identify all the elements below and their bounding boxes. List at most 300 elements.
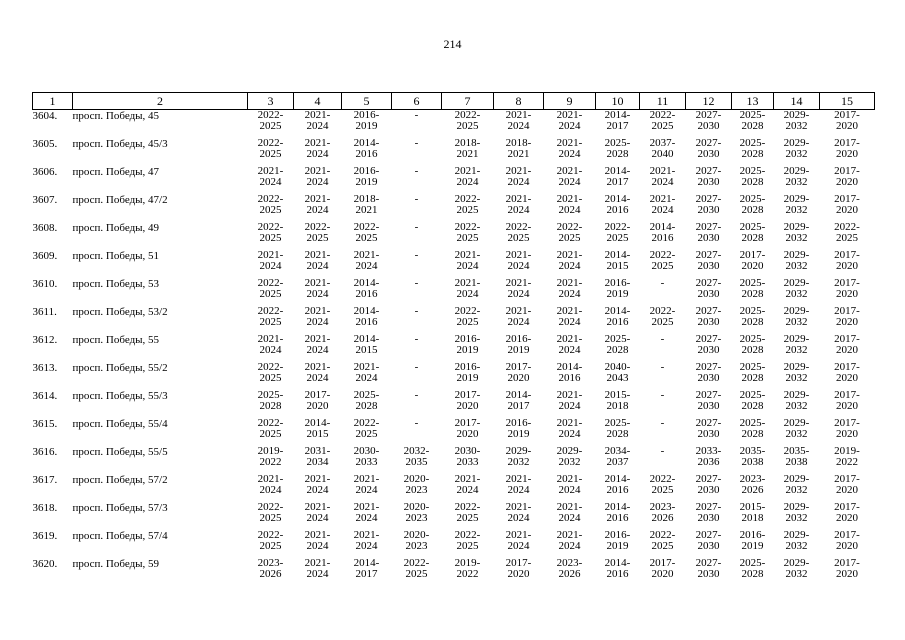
period-end: 2028 (741, 176, 764, 188)
period-end: 2024 (306, 484, 329, 496)
period-cell (294, 474, 342, 502)
period-cell (442, 418, 494, 446)
column-header: 14 (774, 93, 820, 110)
period-end: 2020 (507, 372, 530, 384)
period-cell (248, 166, 294, 194)
period-start: 2022- (505, 221, 532, 233)
period-cell (686, 530, 732, 558)
period-end: 2024 (306, 512, 329, 524)
period-end: 2019 (606, 288, 629, 300)
table-row (33, 362, 875, 390)
period-start: 2029- (556, 445, 583, 457)
period-cell (686, 418, 732, 446)
period-end: 2032 (785, 540, 808, 552)
period-end: 2019 (507, 344, 530, 356)
period-cell (686, 474, 732, 502)
period-start: - (660, 389, 665, 401)
period-end: 2032 (785, 484, 808, 496)
period-start: - (414, 193, 419, 205)
period-cell (342, 474, 392, 502)
period-end: 2020 (836, 316, 858, 328)
period-end: 2025 (558, 232, 581, 244)
period-cell (294, 166, 342, 194)
period-end: 2032 (785, 512, 808, 524)
period-start: 2021- (304, 305, 331, 317)
period-start: 2017- (834, 417, 860, 429)
period-start: 2022- (556, 221, 583, 233)
period-end: 2025 (651, 120, 674, 132)
period-cell (392, 474, 442, 502)
period-start: 2029- (783, 221, 810, 233)
period-cell (342, 334, 392, 362)
period-end: 2030 (697, 428, 720, 440)
row-number: 3606. (32, 166, 58, 178)
period-start: 2021- (556, 193, 583, 205)
period-cell (732, 138, 774, 166)
period-end: 2015 (306, 428, 329, 440)
column-header: 9 (544, 93, 596, 110)
period-start: 2017- (505, 557, 532, 569)
period-end: 2028 (741, 344, 764, 356)
period-cell (294, 390, 342, 418)
row-address: просп. Победы, 45/3 (72, 138, 168, 150)
period-start: 2021- (304, 277, 331, 289)
period-cell (342, 502, 392, 530)
period-start: 2022- (649, 473, 676, 485)
period-cell (392, 166, 442, 194)
period-start: 2016- (505, 333, 532, 345)
period-start: 2025- (739, 389, 766, 401)
period-start: 2018- (505, 137, 532, 149)
period-start: - (414, 249, 419, 261)
period-cell (640, 194, 686, 222)
period-cell (494, 222, 544, 250)
period-start: 2020- (403, 529, 430, 541)
period-cell (544, 222, 596, 250)
column-header: 6 (392, 93, 442, 110)
period-cell (640, 222, 686, 250)
period-end: 2025 (651, 484, 674, 496)
period-start: 2025- (739, 305, 766, 317)
column-header: 1 (33, 93, 73, 110)
period-cell (392, 446, 442, 474)
period-start: 2033- (695, 445, 722, 457)
period-end: 2015 (606, 260, 629, 272)
period-cell (774, 446, 820, 474)
period-cell (774, 558, 820, 586)
period-start: 2025- (739, 165, 766, 177)
period-start: 2022- (257, 501, 284, 513)
period-start: 2022- (604, 221, 631, 233)
period-start: 2017- (649, 557, 676, 569)
period-end: 2025 (259, 512, 282, 524)
period-end: 2024 (507, 484, 530, 496)
period-cell (494, 138, 544, 166)
period-start: 2021- (257, 333, 284, 345)
period-cell (248, 530, 294, 558)
period-start: - (660, 445, 665, 457)
period-cell (442, 558, 494, 586)
period-end: 2025 (606, 232, 629, 244)
period-cell (640, 474, 686, 502)
period-start: 2021- (556, 137, 583, 149)
period-start: 2027- (695, 557, 722, 569)
period-start: 2021- (556, 501, 583, 513)
row-number: 3615. (32, 418, 58, 430)
period-start: 2021- (556, 305, 583, 317)
column-header: 13 (732, 93, 774, 110)
row-number: 3611. (32, 306, 57, 318)
period-cell (774, 110, 820, 139)
period-start: 2017- (505, 361, 532, 373)
period-start: - (414, 221, 419, 233)
period-cell (342, 530, 392, 558)
period-start: 2029- (783, 193, 810, 205)
period-end: 2020 (836, 400, 858, 412)
period-start: 2022- (649, 249, 676, 261)
period-cell (820, 390, 875, 418)
period-start: 2021- (556, 277, 583, 289)
period-start: 2021- (556, 165, 583, 177)
period-end: 2034 (306, 456, 329, 468)
period-cell (820, 502, 875, 530)
period-cell (686, 222, 732, 250)
period-cell (732, 222, 774, 250)
period-end: 2016 (606, 204, 629, 216)
period-cell (248, 334, 294, 362)
row-address: просп. Победы, 45 (72, 110, 160, 122)
period-start: 2022- (257, 277, 284, 289)
period-end: 2025 (306, 232, 329, 244)
period-end: 2024 (355, 260, 378, 272)
period-start: 2022- (353, 221, 380, 233)
period-start: 2021- (505, 165, 532, 177)
period-start: 2021- (505, 529, 532, 541)
period-end: 2035 (405, 456, 428, 468)
period-end: 2019 (355, 120, 378, 132)
period-end: 2024 (651, 176, 674, 188)
period-start: 2015- (604, 389, 631, 401)
period-start: 2022- (649, 305, 676, 317)
period-start: 2040- (604, 361, 631, 373)
period-cell (686, 558, 732, 586)
period-end: 2020 (651, 568, 674, 580)
period-start: 2027- (695, 333, 722, 345)
period-cell (392, 250, 442, 278)
period-end: 2024 (558, 120, 581, 132)
period-start: 2029- (783, 277, 810, 289)
table-body (33, 110, 875, 587)
table-row (33, 474, 875, 502)
period-end: 2030 (697, 260, 720, 272)
period-start: 2021- (649, 165, 676, 177)
period-start: 2021- (454, 277, 481, 289)
period-cell (248, 306, 294, 334)
table-row (33, 194, 875, 222)
period-start: 2021- (505, 193, 532, 205)
period-start: 2017- (834, 109, 860, 121)
period-end: 2020 (456, 428, 479, 440)
period-start: 2016- (353, 165, 380, 177)
period-start: 2015- (739, 501, 766, 513)
row-address: просп. Победы, 55 (72, 334, 160, 346)
period-cell (494, 250, 544, 278)
period-end: 2026 (259, 568, 282, 580)
period-cell (686, 194, 732, 222)
period-cell (294, 222, 342, 250)
period-start: 2025- (604, 137, 631, 149)
period-end: 2017 (606, 176, 629, 188)
period-start: 2025- (739, 193, 766, 205)
period-end: 2032 (785, 120, 808, 132)
period-cell (544, 334, 596, 362)
period-cell (774, 250, 820, 278)
period-start: 2021- (556, 333, 583, 345)
period-end: 2018 (606, 400, 629, 412)
period-start: 2014- (353, 277, 380, 289)
period-end: 2024 (558, 540, 581, 552)
period-end: 2025 (456, 512, 479, 524)
period-cell (392, 110, 442, 139)
period-start: 2021- (353, 361, 380, 373)
period-cell (732, 558, 774, 586)
period-cell (686, 362, 732, 390)
period-cell (596, 418, 640, 446)
period-end: 2024 (456, 176, 479, 188)
column-header: 7 (442, 93, 494, 110)
period-cell (392, 334, 442, 362)
period-cell (342, 222, 392, 250)
row-address: просп. Победы, 49 (72, 222, 160, 234)
period-cell (392, 222, 442, 250)
period-start: 2017- (834, 529, 860, 541)
period-start: 2021- (505, 277, 532, 289)
period-start: 2025- (604, 333, 631, 345)
row-address: просп. Победы, 57/4 (72, 530, 168, 542)
period-end: 2025 (651, 540, 674, 552)
period-end: 2015 (355, 344, 378, 356)
period-cell (544, 362, 596, 390)
period-cell (294, 362, 342, 390)
period-end: 2024 (651, 204, 674, 216)
period-cell (544, 278, 596, 306)
period-end: 2017 (355, 568, 378, 580)
row-address: просп. Победы, 55/3 (72, 390, 168, 402)
period-end: 2032 (785, 372, 808, 384)
period-start: 2021- (304, 473, 331, 485)
period-start: 2022- (257, 361, 284, 373)
repair-schedule-table (32, 92, 875, 586)
period-cell (732, 446, 774, 474)
period-end: 2024 (558, 148, 581, 160)
period-cell (686, 502, 732, 530)
period-cell (494, 502, 544, 530)
period-start: 2027- (695, 417, 722, 429)
period-end: 2030 (697, 204, 720, 216)
period-start: 2022- (257, 137, 284, 149)
period-start: 2021- (454, 165, 481, 177)
period-cell (544, 446, 596, 474)
period-cell (494, 390, 544, 418)
period-end: 2024 (507, 260, 530, 272)
period-cell (640, 110, 686, 139)
period-end: 2020 (836, 512, 858, 524)
period-cell (442, 390, 494, 418)
period-end: 2020 (836, 120, 858, 132)
period-cell (294, 530, 342, 558)
period-end: 2028 (741, 288, 764, 300)
period-cell (732, 362, 774, 390)
period-start: 2021- (454, 473, 481, 485)
period-start: 2027- (695, 249, 722, 261)
period-start: 2022- (454, 193, 481, 205)
period-cell (820, 110, 875, 139)
period-cell (640, 558, 686, 586)
period-end: 2024 (507, 204, 530, 216)
row-number: 3616. (32, 446, 58, 458)
period-end: 2024 (355, 512, 378, 524)
period-start: - (660, 333, 665, 345)
period-end: 2030 (697, 484, 720, 496)
period-cell (442, 334, 494, 362)
period-end: 2025 (836, 232, 858, 244)
period-end: 2030 (697, 176, 720, 188)
period-start: 2022- (454, 305, 481, 317)
period-end: 2033 (456, 456, 479, 468)
period-end: 2019 (606, 540, 629, 552)
period-start: 2021- (353, 249, 380, 261)
period-start: 2017- (834, 501, 860, 513)
period-cell (820, 558, 875, 586)
period-cell (248, 362, 294, 390)
period-cell (596, 166, 640, 194)
period-start: 2021- (257, 249, 284, 261)
table-row (33, 334, 875, 362)
period-start: 2021- (505, 501, 532, 513)
period-end: 2020 (836, 148, 858, 160)
period-start: 2021- (505, 249, 532, 261)
period-start: 2027- (695, 361, 722, 373)
row-address: просп. Победы, 57/2 (72, 474, 168, 486)
period-cell (248, 418, 294, 446)
period-cell (342, 390, 392, 418)
period-end: 2020 (836, 288, 858, 300)
period-cell (392, 138, 442, 166)
period-cell (342, 110, 392, 139)
period-end: 2028 (741, 400, 764, 412)
period-cell (294, 250, 342, 278)
period-start: 2027- (695, 193, 722, 205)
period-cell (596, 334, 640, 362)
period-end: 2028 (741, 428, 764, 440)
period-end: 2025 (259, 288, 282, 300)
period-start: - (660, 361, 665, 373)
period-start: 2019- (454, 557, 481, 569)
period-start: 2021- (454, 249, 481, 261)
period-end: 2024 (558, 484, 581, 496)
period-end: 2032 (558, 456, 581, 468)
column-header: 3 (248, 93, 294, 110)
period-end: 2019 (741, 540, 764, 552)
period-start: 2021- (505, 109, 532, 121)
period-end: 2024 (306, 148, 329, 160)
period-end: 2024 (355, 372, 378, 384)
table-row (33, 558, 875, 586)
period-start: 2035- (783, 445, 810, 457)
period-start: 2021- (304, 557, 331, 569)
table-row (33, 530, 875, 558)
period-start: 2027- (695, 109, 722, 121)
period-start: 2021- (556, 389, 583, 401)
period-end: 2032 (785, 288, 808, 300)
period-start: 2021- (257, 165, 284, 177)
row-number: 3608. (32, 222, 58, 234)
period-end: 2036 (697, 456, 720, 468)
period-cell (596, 390, 640, 418)
period-cell (544, 474, 596, 502)
period-cell (342, 418, 392, 446)
row-number: 3612. (32, 334, 58, 346)
period-cell (686, 138, 732, 166)
period-start: 2025- (739, 137, 766, 149)
period-end: 2025 (456, 540, 479, 552)
row-address: просп. Победы, 47 (72, 166, 160, 178)
period-start: 2021- (257, 473, 284, 485)
period-end: 2024 (558, 316, 581, 328)
period-start: 2029- (783, 557, 810, 569)
period-cell (820, 222, 875, 250)
period-start: 2025- (739, 333, 766, 345)
period-start: 2014- (353, 137, 380, 149)
period-cell (494, 278, 544, 306)
period-start: 2017- (834, 557, 860, 569)
period-start: 2023- (739, 473, 766, 485)
period-cell (544, 558, 596, 586)
period-end: 2024 (306, 568, 329, 580)
period-cell (774, 390, 820, 418)
column-header: 4 (294, 93, 342, 110)
period-end: 2019 (355, 176, 378, 188)
period-start: 2025- (604, 417, 631, 429)
period-start: 2017- (739, 249, 766, 261)
period-cell (640, 138, 686, 166)
period-cell (544, 250, 596, 278)
period-start: 2014- (604, 249, 631, 261)
period-end: 2032 (785, 568, 808, 580)
period-end: 2025 (259, 204, 282, 216)
period-start: 2029- (783, 333, 810, 345)
period-cell (248, 138, 294, 166)
period-end: 2030 (697, 568, 720, 580)
period-start: 2016- (454, 333, 481, 345)
period-end: 2030 (697, 540, 720, 552)
period-start: - (660, 417, 665, 429)
period-start: 2017- (834, 473, 860, 485)
period-start: 2029- (783, 305, 810, 317)
period-end: 2038 (741, 456, 764, 468)
period-start: - (660, 277, 665, 289)
period-cell (392, 390, 442, 418)
period-end: 2025 (355, 232, 378, 244)
period-end: 2026 (651, 512, 674, 524)
period-start: - (414, 137, 419, 149)
period-start: 2029- (783, 137, 810, 149)
period-start: 2022- (649, 109, 676, 121)
period-end: 2025 (507, 232, 530, 244)
period-end: 2025 (355, 428, 378, 440)
period-cell (442, 362, 494, 390)
period-start: 2030- (454, 445, 481, 457)
